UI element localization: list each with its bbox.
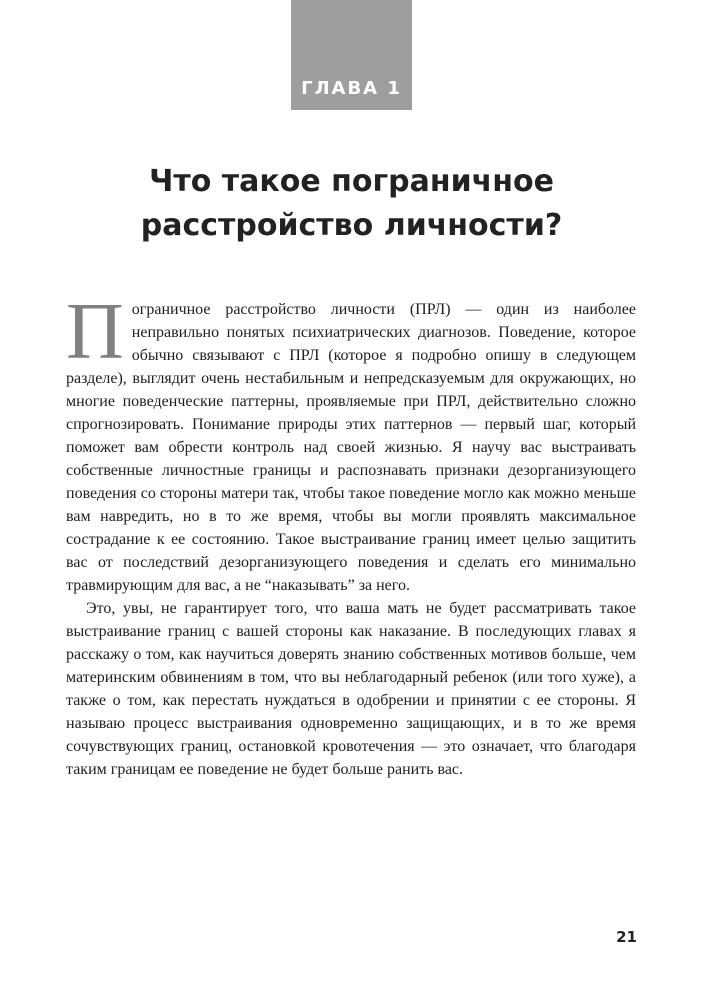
paragraph-2: Это, увы, не гарантирует того, что ваша мать не будет рассматривать такое выстраивание границ с вашей стороны как наказание. В последующих главах я расскажу о том, как научиться доверять знанию собственных мотивов больше, чем материнским обвинениям в том, что вы неблагодарный ребенок (или того хуже), а также о том, как перестать нуждаться в одобрении и принятии с ее стороны. Я называю процесс выстраивания одновременно защищающих, и в то же время сочувствующих границ, остановкой кровотечения — это означает, что благодаря таким границам ее поведение не будет больше ранить вас. (66, 600, 636, 778)
chapter-title-line-2: расстройство личности? (140, 208, 563, 243)
chapter-title (60, 160, 643, 248)
page-number: 21 (616, 928, 637, 946)
paragraph-1-text: ограничное расстройство личности (ПРЛ) — один из наиболее неправильно понятых психиатрических диагнозов. Поведение, которое обычно связывают с ПРЛ (которое я подробно опишу в следующем разделе), выглядит очень нестабильным и непредсказуемым для окружающих, но многие поведенческие паттерны, проявляемые при ПРЛ, действительно сложно спрогнозировать. Понимание природы этих паттернов — первый шаг, который поможет вам обрести контроль над своей жизнью. Я научу вас выстраивать собственные личностные границы и распознавать признаки дезорганизующего поведения со стороны матери так, чтобы такое поведение могло как можно меньше вам навредить, но в то же время, чтобы вы могли проявлять максимальное сострадание к ее состоянию. Такое выстраивание границ имеет целью защитить вас от последствий дезорганизующего поведения и сделать его минимально травмирующим для вас, а не “наказывать” за него. (66, 301, 636, 594)
body-text (66, 288, 636, 781)
drop-cap: П (66, 288, 124, 376)
paragraph-1 (66, 288, 636, 597)
chapter-tab (291, 0, 412, 110)
chapter-title-line-1: Что такое пограничное (149, 164, 554, 199)
chapter-label: ГЛАВА 1 (301, 78, 402, 99)
